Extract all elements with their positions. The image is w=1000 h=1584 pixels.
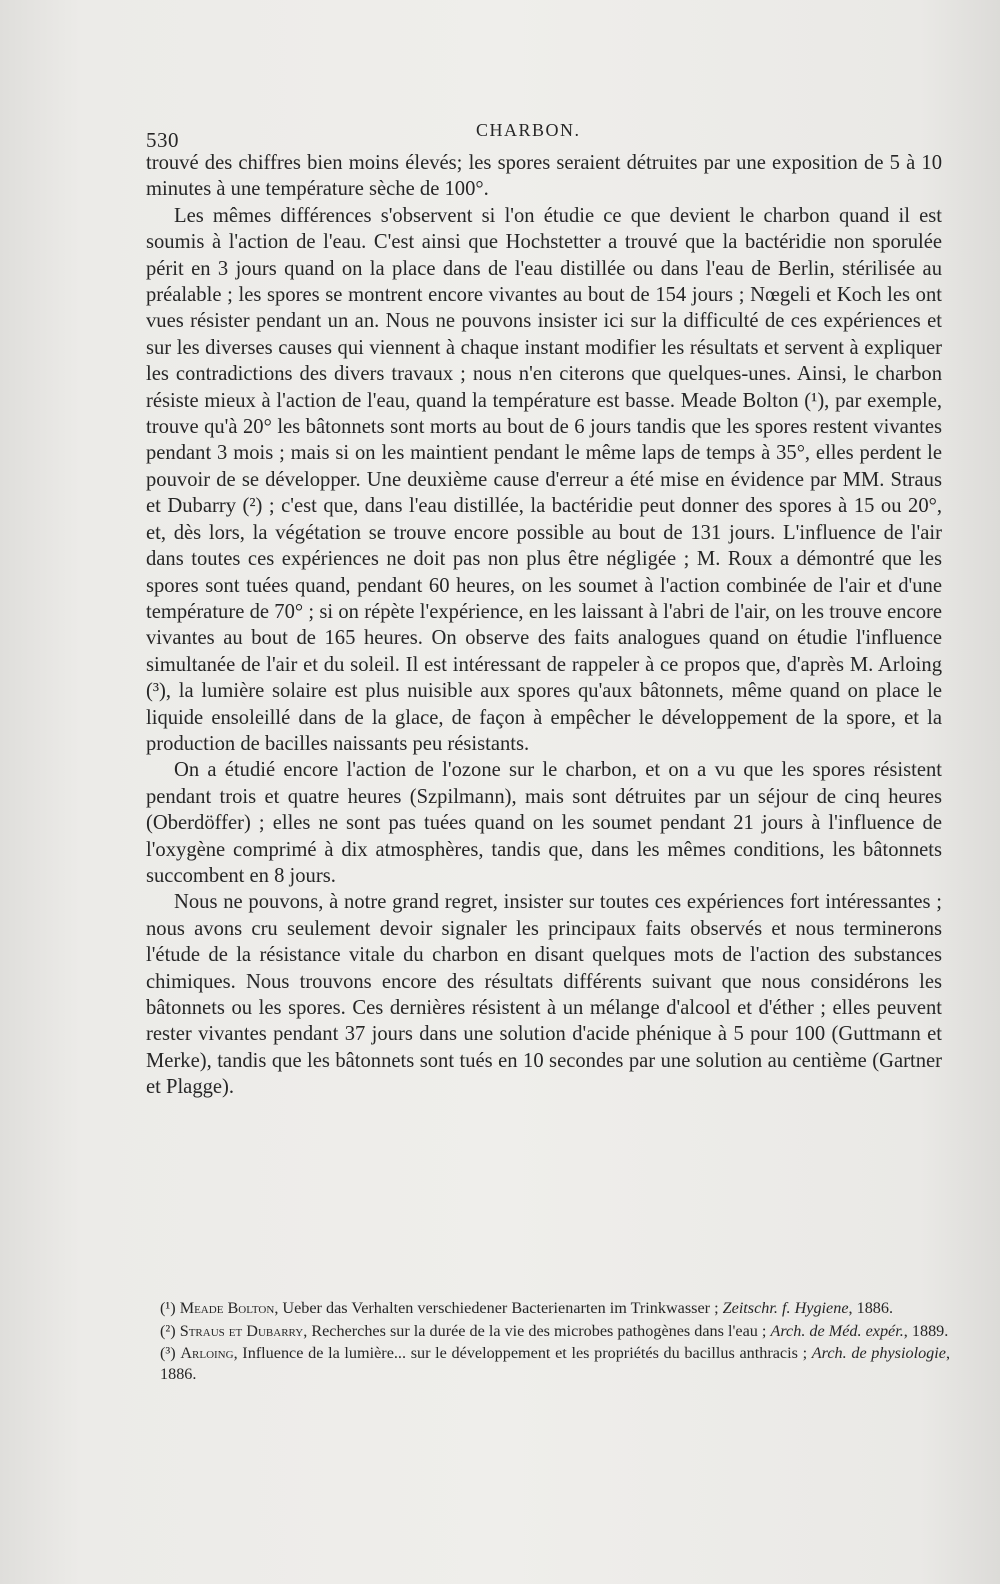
footnote-text: , Influence de la lumière... sur le développement et les propriétés du bacillus anthracis ;: [233, 1344, 812, 1362]
paragraph-ozone: On a étudié encore l'action de l'ozone sur le charbon, et on a vu que les spores résistent pendant trois et quatre heures (Szpilmann), mais sont détruites par un séjour de cinq heures (Oberdöffer) ; elles ne sont pas tuées quand on les soumet pendant 21 jours à l'influence de l'oxygène comprimé à dix atmosphères, tandis que, dans les mêmes conditions, les bâtonnets succombent en 8 jours.: [146, 759, 942, 887]
footnote-mark: (³): [160, 1344, 176, 1362]
footnote-tail: , 1886.: [160, 1344, 950, 1383]
footnote-3: [160, 1343, 950, 1384]
body-text: [146, 150, 942, 1101]
paragraph-continued: trouvé des chiffres bien moins élevés; les spores seraient détruites par une exposition de 5 à 10 minutes à une température sèche de 100°.: [146, 152, 942, 201]
footnote-mark: (²): [160, 1321, 176, 1340]
page-header: [146, 118, 946, 152]
footnote-1: [160, 1298, 950, 1319]
footnote-author: Arloing: [180, 1344, 234, 1362]
paragraph-chemicals: Nous ne pouvons, à notre grand regret, insister sur toutes ces expériences fort intéressantes ; nous avons cru seulement devoir signaler les principaux faits observés et nous terminerons l'étude de la résistance vitale du charbon en disant quelques mots de l'action des substances chimiques. Nous trouvons encore des résultats différents suivant que nous considérons les bâtonnets ou les spores. Ces dernières résistent à un mélange d'alcool et d'éther ; elles peuvent rester vivantes pendant 37 jours dans une solution d'acide phénique à 5 pour 100 (Guttmann et Merke), tandis que les bâtonnets sont tués en 10 secondes par une solution au centième (Gartner et Plagge).: [146, 891, 942, 1099]
footnote-source: Arch. de Méd. expér.: [770, 1321, 904, 1340]
footnote-text: , Recherches sur la durée de la vie des microbes pathogènes dans l'eau ;: [303, 1321, 771, 1340]
page-number: 530: [146, 128, 179, 152]
footnote-2: [160, 1321, 950, 1342]
footnote-author: Meade Bolton: [179, 1299, 275, 1317]
footnotes: [160, 1298, 950, 1386]
paragraph-water-resistance: Les mêmes différences s'observent si l'on étudie ce que devient le charbon quand il est soumis à l'action de l'eau. C'est ainsi que Hochstetter a trouvé que la bactéridie non sporulée périt en 3 jours quand on la place dans de l'eau distillée ou dans l'eau de Berlin, stérilisée au préalable ; les spores se montrent encore vivantes au bout de 154 jours ; Nœgeli et Koch les ont vues résister pendant un an. Nous ne pouvons insister ici sur la difficulté de ces expériences et sur les diverses causes qui viennent à chaque instant modifier les résultats et servent à expliquer les contradictions des divers travaux ; nous n'en citerons que quelques-unes. Ainsi, le charbon résiste mieux à l'action de l'eau, quand la température est basse. Meade Bolton (¹), par exemple, trouve qu'à 20° les bâtonnets sont morts au bout de 6 jours tandis que les spores restent vivantes pendant 3 mois ; mais si on les maintient pendant le même laps de temps à 35°, elles perdent le pouvoir de se développer. Une deuxième cause d'erreur a été mise en évidence par MM. Straus et Dubarry (²) ; c'est que, dans l'eau distillée, la bactéridie peut donner des spores à 15 ou 20°, et, dès lors, la végétation se trouve encore possible au bout de 131 jours. L'influence de l'air dans toutes ces expériences ne doit pas non plus être négligée ; M. Roux a démontré que les spores sont tuées quand, pendant 60 heures, on les soumet à l'action combinée de l'air et d'une température de 70° ; si on répète l'expérience, en les laissant à l'abri de l'air, on les trouve encore vivantes au bout de 165 heures. On observe des faits analogues quand on étudie l'influence simultanée de l'air et du soleil. Il est intéressant de rappeler à ce propos que, d'après M. Arloing (³), la lumière solaire est plus nuisible aux spores qu'aux bâtonnets, même quand on place le liquide ensoleillé dans de la glace, de façon à empêcher le développement de la spore, et la production de bacilles naissants peu résistants.: [146, 204, 942, 755]
footnote-text: , Ueber das Verhalten verschiedener Bacterienarten im Trinkwasser ;: [274, 1299, 723, 1317]
footnote-source: Zeitschr. f. Hygiene: [722, 1299, 849, 1317]
footnote-tail: , 1886.: [848, 1299, 894, 1317]
footnote-author: Straus et Dubarry: [179, 1321, 304, 1340]
footnote-source: Arch. de physiologie: [811, 1344, 946, 1362]
footnote-tail: , 1889.: [903, 1321, 949, 1340]
running-title: CHARBON.: [476, 120, 581, 140]
footnote-mark: (¹): [160, 1299, 176, 1317]
